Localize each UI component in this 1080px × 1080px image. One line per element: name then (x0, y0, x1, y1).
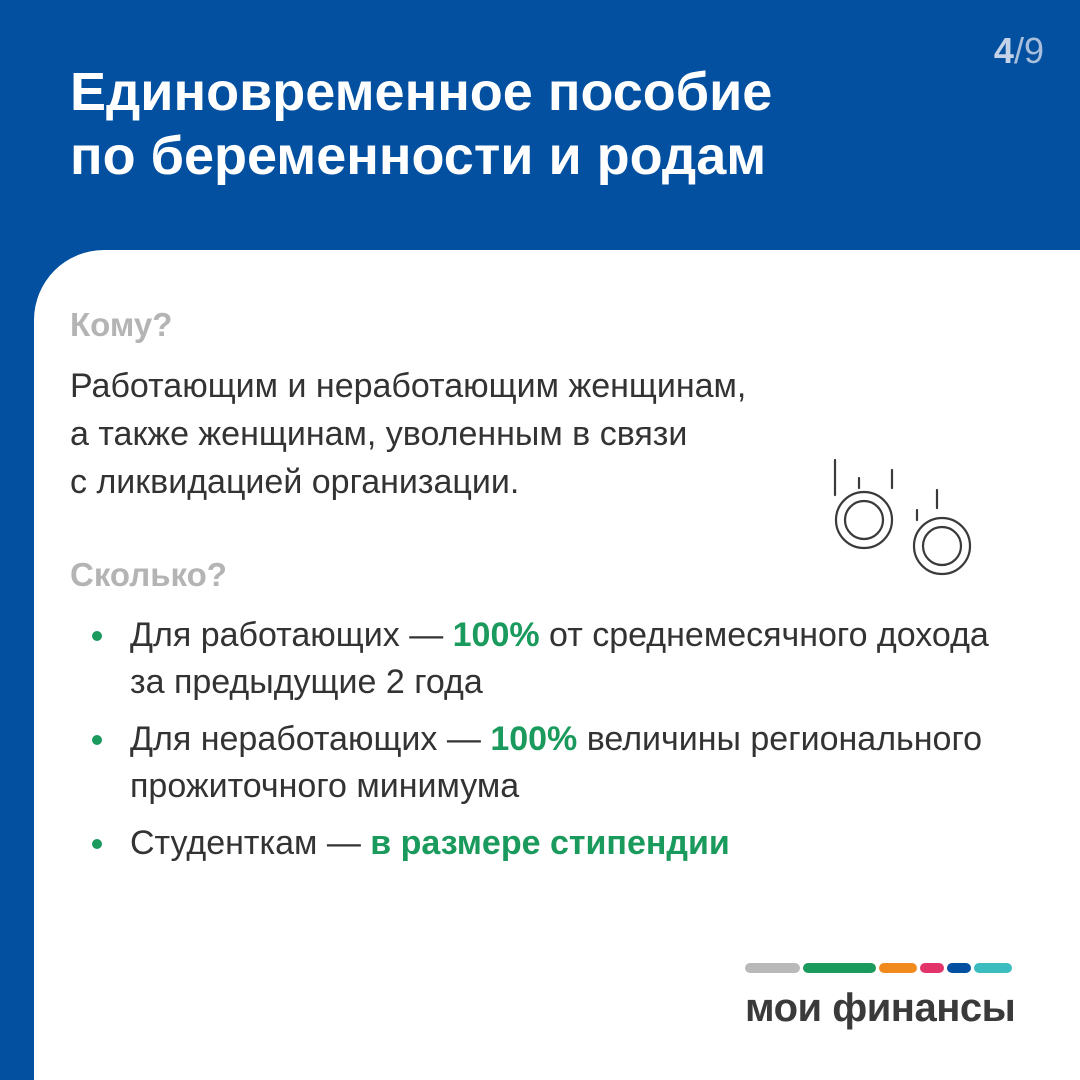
who-line-3: с ликвидацией организации. (70, 463, 520, 501)
brand-stripe (974, 963, 1012, 973)
item-text: Для работающих — (130, 616, 453, 654)
page-separator: / (1013, 30, 1024, 71)
who-label: Кому? (70, 306, 173, 343)
page-current: 4 (993, 30, 1014, 71)
item-highlight: в размере стипендии (370, 824, 730, 862)
item-text: Студенткам — (130, 824, 371, 862)
item-highlight: 100% (452, 616, 540, 654)
brand-stripe (745, 963, 800, 973)
brand-stripe (879, 963, 917, 973)
title-line-2: по беременности и родам (70, 126, 767, 186)
brand-logo: мои финансы (745, 986, 1016, 1030)
bullet-dot-icon (92, 735, 102, 745)
who-line-1: Работающим и неработающим женщинам, (70, 367, 747, 405)
brand-stripe (803, 963, 876, 973)
list-item (90, 820, 1020, 867)
item-text: от среднемесячного дохода за предыдущие 2 года (130, 616, 989, 701)
bullet-dot-icon (92, 839, 102, 849)
item-highlight: 100% (490, 720, 578, 758)
who-text (70, 362, 746, 506)
page-total: 9 (1023, 30, 1044, 71)
who-line-2: а также женщинам, уволенным в связи (70, 415, 688, 453)
item-text: величины регионального прожиточного минимума (130, 720, 983, 805)
brand-stripe (947, 963, 971, 973)
brand-stripes (745, 963, 1012, 973)
falling-coins-icon (820, 450, 990, 590)
page-counter (994, 30, 1044, 72)
list-item (90, 612, 1020, 706)
item-text: Для неработающих — (130, 720, 491, 758)
bullet-dot-icon (92, 631, 102, 641)
title-line-1: Единовременное пособие (70, 62, 773, 122)
list-item (90, 716, 1020, 810)
amount-list (90, 612, 1020, 877)
page-title (70, 60, 970, 188)
how-much-label: Сколько? (70, 556, 227, 593)
brand-stripe (920, 963, 944, 973)
